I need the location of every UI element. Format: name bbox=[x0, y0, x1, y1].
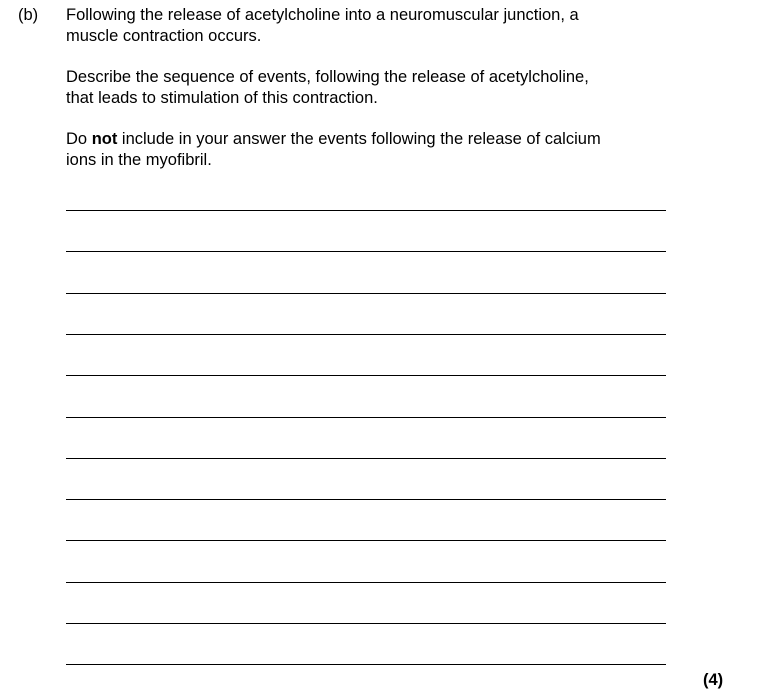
question-note bbox=[66, 129, 686, 171]
answer-line[interactable] bbox=[66, 664, 666, 665]
answer-line[interactable] bbox=[66, 251, 666, 252]
answer-line[interactable] bbox=[66, 375, 666, 376]
question-instruction bbox=[66, 67, 686, 109]
answer-line[interactable] bbox=[66, 458, 666, 459]
answer-line[interactable] bbox=[66, 334, 666, 335]
part-label: (b) bbox=[18, 6, 39, 24]
answer-line[interactable] bbox=[66, 499, 666, 500]
instruction-line-2: that leads to stimulation of this contraction. bbox=[66, 89, 378, 107]
stem-line-1: Following the release of acetylcholine into a neuromuscular junction, a bbox=[66, 6, 579, 24]
instruction-line-1: Describe the sequence of events, following the release of acetylcholine, bbox=[66, 68, 589, 86]
question-stem bbox=[66, 5, 686, 47]
answer-line[interactable] bbox=[66, 210, 666, 211]
marks-badge: (4) bbox=[703, 671, 724, 689]
note-line-2: ions in the myofibril. bbox=[66, 151, 212, 169]
answer-line[interactable] bbox=[66, 417, 666, 418]
answer-line[interactable] bbox=[66, 293, 666, 294]
answer-line[interactable] bbox=[66, 623, 666, 624]
stem-line-2: muscle contraction occurs. bbox=[66, 27, 262, 45]
answer-line[interactable] bbox=[66, 540, 666, 541]
answer-line[interactable] bbox=[66, 582, 666, 583]
note-prefix: Do bbox=[66, 130, 92, 148]
note-emphasis: not bbox=[91, 130, 118, 148]
note-rest: include in your answer the events following the release of calcium bbox=[117, 130, 601, 148]
